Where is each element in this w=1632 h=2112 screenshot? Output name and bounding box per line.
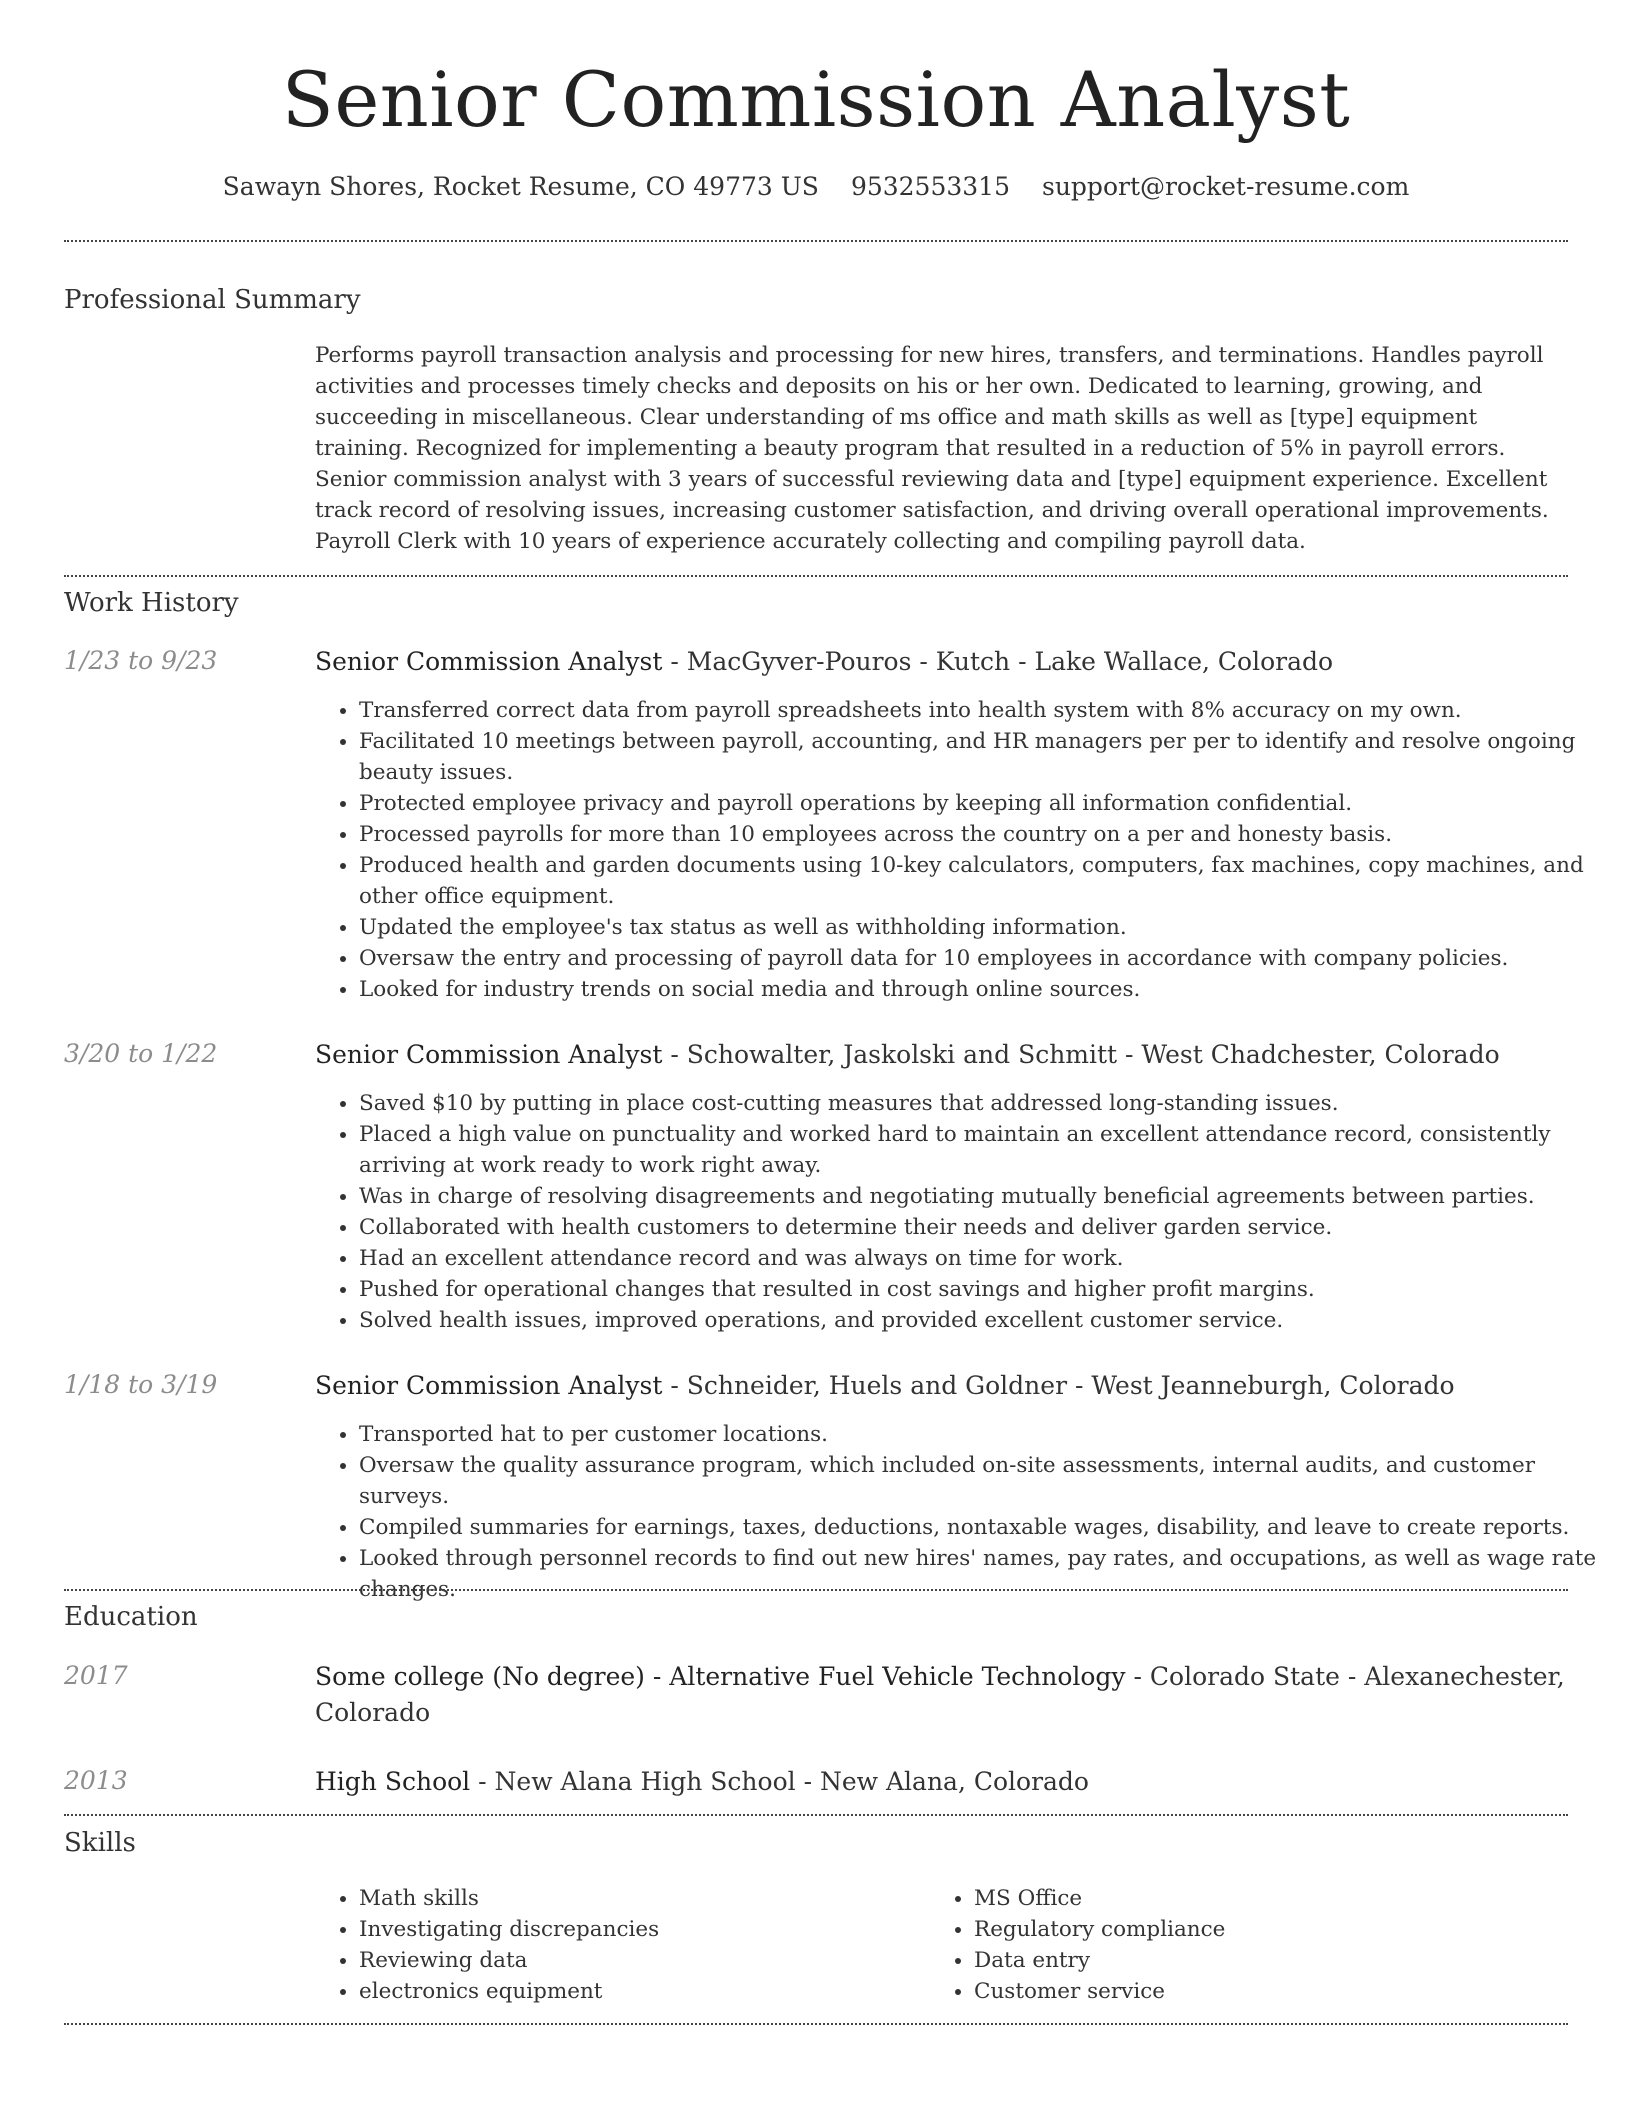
education-title: Education <box>64 1602 198 1632</box>
job-heading <box>315 1368 1565 1404</box>
list-item: • Collaborated with health customers to determine their needs and deliver garden service. <box>359 1212 1614 1243</box>
list-item: • Transferred correct data from payroll spreadsheets into health system with 8% accuracy on my own. <box>359 695 1614 726</box>
job-heading <box>315 644 1565 680</box>
education-year: 2017 <box>64 1661 128 1690</box>
list-item: • Protected employee privacy and payroll operations by keeping all information confidential. <box>359 788 1614 819</box>
section-divider <box>64 2023 1568 2025</box>
education-degree: Some college (No degree) - Alternative Fuel Vehicle Technology <box>315 1662 1126 1691</box>
list-item: • Compiled summaries for earnings, taxes, deductions, nontaxable wages, disability, and leave to create reports. <box>359 1512 1614 1543</box>
list-item: • Saved $10 by putting in place cost-cutting measures that addressed long-standing issues. <box>359 1088 1614 1119</box>
list-item: • Placed a high value on punctuality and worked hard to maintain an excellent attendance record, consistently arriving at work ready to work right away. <box>359 1119 1614 1181</box>
list-item: • Pushed for operational changes that resulted in cost savings and higher profit margins. <box>359 1274 1614 1305</box>
skill-item: • electronics equipment <box>359 1976 919 2007</box>
job-employer: - Schowalter, Jaskolski and Schmitt - West Chadchester, Colorado <box>662 1040 1500 1069</box>
list-item: • Solved health issues, improved operations, and provided excellent customer service. <box>359 1305 1614 1336</box>
education-school: - New Alana High School - New Alana, Colorado <box>470 1767 1089 1796</box>
skill-item: • Investigating discrepancies <box>359 1914 919 1945</box>
skill-item: • Regulatory compliance <box>974 1914 1574 1945</box>
list-item: • Had an excellent attendance record and was always on time for work. <box>359 1243 1614 1274</box>
summary-title: Professional Summary <box>64 285 361 315</box>
education-year: 2013 <box>64 1766 128 1795</box>
skill-item: • Math skills <box>359 1883 919 1914</box>
skills-section <box>64 1826 1568 1860</box>
job-bullets <box>315 695 1614 1005</box>
education-school: - Colorado State - Alexanechester, Colorado <box>315 1662 1565 1727</box>
summary-section <box>64 283 1568 317</box>
education-entry <box>315 1764 1565 1800</box>
skills-list-right <box>930 1883 1574 2007</box>
list-item: • Looked through personnel records to find out new hires' names, pay rates, and occupations, as well as wage rate changes. <box>359 1543 1614 1605</box>
job-dates: 1/23 to 9/23 <box>64 646 218 675</box>
skill-item: • Customer service <box>974 1976 1574 2007</box>
job-title: Senior Commission Analyst <box>315 1040 663 1069</box>
resume-header <box>0 0 1632 201</box>
contact-address: Sawayn Shores, Rocket Resume, CO 49773 US <box>222 172 819 201</box>
work-history-title: Work History <box>64 588 239 618</box>
job-employer: - MacGyver-Pouros - Kutch - Lake Wallace, Colorado <box>662 647 1334 676</box>
candidate-name: Senior Commission Analyst <box>281 55 1351 144</box>
job-employer: - Schneider, Huels and Goldner - West Jeanneburgh, Colorado <box>662 1371 1455 1400</box>
contact-email: support@rocket-resume.com <box>1042 172 1410 201</box>
list-item: • Updated the employee's tax status as well as withholding information. <box>359 912 1614 943</box>
section-divider <box>64 1814 1568 1816</box>
work-history-section <box>64 586 1568 620</box>
job-dates: 1/18 to 3/19 <box>64 1370 218 1399</box>
list-item: • Oversaw the quality assurance program, which included on-site assessments, internal audits, and customer surveys. <box>359 1450 1614 1512</box>
job-heading <box>315 1037 1565 1073</box>
summary-text: Performs payroll transaction analysis and processing for new hires, transfers, and terminations. Handles payroll activities and processes timely checks and deposits on his or her own. Dedicated to learning, growing, and succeeding in miscellaneous. Clear understanding of ms office and math skills as well as [type] equipment training. Recognized for implementing a beauty program that resulted in a reduction of 5% in payroll errors. Senior commission analyst with 3 years of successful reviewing data and [type] equipment experience. Excellent track record of resolving issues, increasing customer satisfaction, and driving overall operational improvements. Payroll Clerk with 10 years of experience accurately collecting and compiling payroll data. <box>315 343 1549 554</box>
job-bullets <box>315 1088 1614 1336</box>
list-item: • Looked for industry trends on social media and through online sources. <box>359 974 1614 1005</box>
section-divider <box>64 575 1568 577</box>
skills-title: Skills <box>64 1828 136 1858</box>
list-item: • Oversaw the entry and processing of payroll data for 10 employees in accordance with company policies. <box>359 943 1614 974</box>
list-item: • Processed payrolls for more than 10 employees across the country on a per and honesty basis. <box>359 819 1614 850</box>
list-item: • Was in charge of resolving disagreements and negotiating mutually beneficial agreements between parties. <box>359 1181 1614 1212</box>
education-entry <box>315 1659 1565 1731</box>
skill-item: • Data entry <box>974 1945 1574 1976</box>
list-item: • Facilitated 10 meetings between payroll, accounting, and HR managers per per to identify and resolve ongoing beauty issues. <box>359 726 1614 788</box>
list-item: • Produced health and garden documents using 10-key calculators, computers, fax machines, copy machines, and other office equipment. <box>359 850 1614 912</box>
section-divider <box>64 1589 1568 1591</box>
job-bullets <box>315 1419 1614 1605</box>
skill-item: • MS Office <box>974 1883 1574 1914</box>
job-title: Senior Commission Analyst <box>315 1371 663 1400</box>
contact-phone: 9532553315 <box>850 172 1010 201</box>
job-dates: 3/20 to 1/22 <box>64 1039 218 1068</box>
section-divider <box>64 240 1568 242</box>
list-item: • Transported hat to per customer locations. <box>359 1419 1614 1450</box>
skill-item: • Reviewing data <box>359 1945 919 1976</box>
education-degree: High School <box>315 1767 471 1796</box>
skills-list-left <box>315 1883 919 2007</box>
contact-line <box>0 172 1632 201</box>
job-title: Senior Commission Analyst <box>315 647 663 676</box>
education-section <box>64 1600 1568 1634</box>
